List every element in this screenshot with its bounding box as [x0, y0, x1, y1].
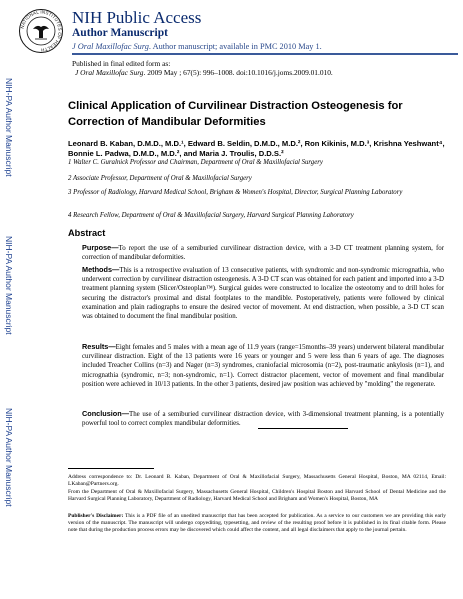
publisher-disclaimer [68, 513, 446, 534]
nih-public-access-title: NIH Public Access [72, 8, 202, 27]
side-label: NIH-PA Author Manuscript [4, 78, 14, 177]
purpose-label: Purpose— [82, 243, 119, 252]
abstract-heading: Abstract [68, 228, 106, 238]
results-label: Results— [82, 342, 116, 351]
purpose-text: To report the use of a semiburied curvilinear distraction device, with a 3-D CT treatment planning system, for correction of mandibular deformities. [82, 245, 444, 262]
affiliation: 1 Walter C. Guralnick Professor and Chairman, Department of Oral & Maxillofacial Surgery [68, 159, 323, 166]
affiliation: 2 Associate Professor, Department of Oral & Maxillofacial Surgery [68, 175, 252, 182]
results-text: Eight females and 5 males with a mean age of 11.9 years (range=15months–39 years) underwent bilateral mandibular curvilinear distraction. Eight of the 13 patients were 16 years or younger and 5 were less than 6 years of age. The diagnoses included Treacher Collins (n=3) and Nager (n=3) syndromes, craniofacial microsomia (n=2), post-traumatic ankylosis (n=1), and micrognathia (syndromic, n=3; non-syndromic, n=1). Correct distractor placement, vector of movement and final mandibular position were achieved in 10/13 patients. In the other 3 patients, desired jaw position was achieved by "molding" the regenerate. [82, 344, 444, 388]
affiliation: 4 Research Fellow, Department of Oral & Maxillofacial Surgery, Harvard Surgical Planning Laboratory [68, 212, 354, 219]
availability-rest: . Author manuscript; available in PMC 2010 May 1. [148, 42, 322, 51]
abstract-purpose [82, 243, 444, 262]
abstract-methods [82, 265, 444, 321]
svg-text:NATIONAL INSTITUTES OF HEALTH: NATIONAL INSTITUTES OF HEALTH [19, 9, 63, 53]
availability-line [72, 42, 322, 52]
affiliation: 3 Professor of Radiology, Harvard Medical School, Brigham & Women's Hospital, Director, Surgical Planning Laboratory [68, 189, 403, 196]
conclusion-rule [258, 428, 348, 429]
correspondence-note: Address correspondence to: Dr. Leonard B. Kaban, Department of Oral & Maxillofacial Surgery, Massachusetts General Hospital, Boston, MA 02114, Email: LKaban@Partners.org. [68, 474, 446, 487]
conclusion-label: Conclusion— [82, 409, 130, 418]
conclusion-text: The use of a semiburied curvilinear distraction device, with 3-dimensional treatment planning, is a potentially powerful tool to correct complex mandibular deformities. [82, 411, 444, 428]
article-title: Clinical Application of Curvilinear Distraction Osteogenesis for Correction of Mandibular Deformities [68, 100, 403, 128]
methods-label: Methods— [82, 265, 120, 274]
citation-rest: . 2009 May ; 67(5): 996–1008. doi:10.1016/j.joms.2009.01.010. [143, 68, 333, 77]
citation-journal: J Oral Maxillofac Surg [75, 68, 144, 77]
availability-journal: J Oral Maxillofac Surg [72, 42, 149, 51]
disclaimer-text: This is a PDF file of an unedited manuscript that has been accepted for publication. As a service to our customers we are providing this early version of the manuscript. The manuscript will undergo copyediting, typesetting, and review of the resulting proof before it is published in its final citable form. Please note that during the production process errors may be discovered which could affect the content, and all legal disclaimers that apply to the journal pertain. [68, 513, 446, 533]
side-label: NIH-PA Author Manuscript [4, 236, 14, 335]
side-label: NIH-PA Author Manuscript [4, 408, 14, 507]
disclaimer-label: Publisher's Disclaimer: [68, 513, 124, 519]
department-note: From the Department of Oral & Maxillofacial Surgery, Massachusetts General Hospital, Children's Hospital Boston and Harvard School of Dental Medicine and the Harvard Surgical Planning Laboratory, Department of Radiology, Harvard Medical School and Brigham and Women's Hospital, Boston, MA [68, 489, 446, 502]
abstract-results [82, 342, 444, 389]
header-rule [72, 53, 458, 55]
published-label: Published in final edited form as: [72, 59, 171, 68]
abstract-conclusion [82, 409, 444, 428]
author-list: Leonard B. Kaban, D.M.D., M.D.¹, Edward B. Seldin, D.M.D., M.D.², Ron Kikinis, M.D.³, Krishna Yeshwant⁴, Bonnie L. Padwa, D.M.D., M.D.², and Maria J. Troulis, D.D.S.² [68, 139, 445, 158]
author-manuscript-subtitle: Author Manuscript [72, 27, 168, 39]
methods-text: This is a retrospective evaluation of 13 consecutive patients, with syndromic and non-syndromic micrognathia, who underwent correction by curvilinear distraction osteogenesis. A 3-D CT scan was obtained for each patient and imported into a 3-D treatment planning system (Slicer/Osteoplan™). Surgical guides were constructed to localize the osteotomy and to drill holes for securing the distractor's proximal and distal footplates to the mandible. Postoperatively, patients were followed by clinical examination and plain radiographs to ensure the desired vector of movement. At end distraction, when possible, a 3-D CT scan was obtained to document the final mandibular position. [82, 267, 444, 321]
nih-seal-logo [18, 8, 64, 54]
citation-line [75, 68, 333, 77]
footnote-rule [68, 468, 154, 469]
